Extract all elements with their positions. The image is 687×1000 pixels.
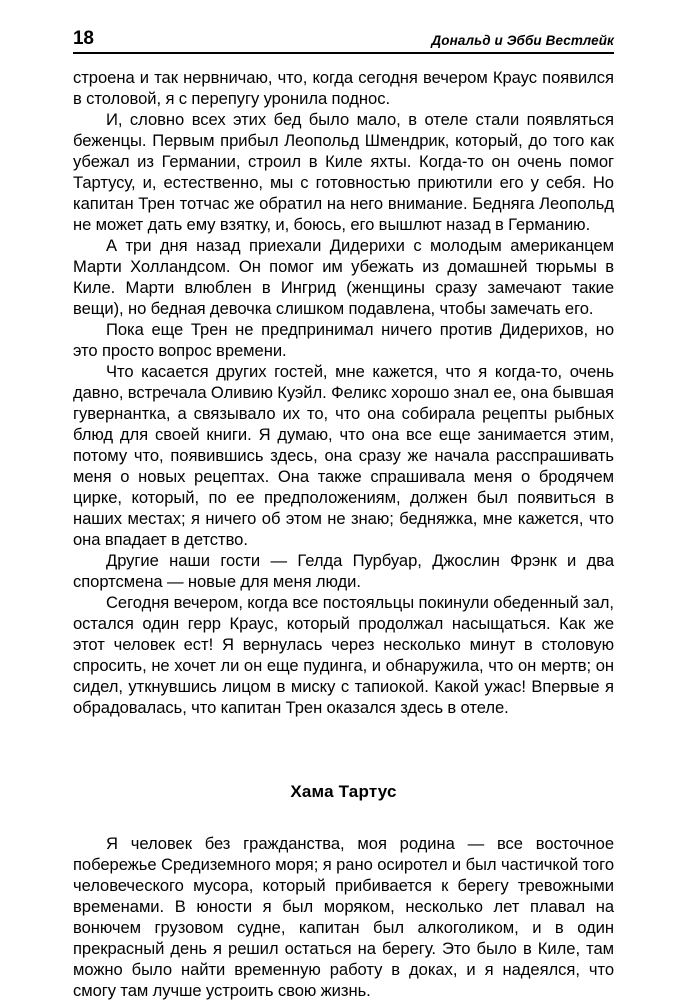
- running-head-title: Дональд и Эбби Вестлейк: [431, 32, 614, 48]
- paragraph: строена и так нервничаю, что, когда сегодня вечером Краус появился в столовой, я с перепугу уронила поднос.: [73, 68, 614, 108]
- page-number: 18: [73, 28, 94, 49]
- paragraph: И, словно всех этих бед было мало, в отеле стали появляться беженцы. Первым прибыл Леопольд Шмендрик, который, до того как убежал из Германии, строил в Киле яхты. Когда-то он очень помог Тартусу, и, естественно, мы с готовностью приютили его у себя. Но капитан Трен тотчас же обратил на него внимание. Бедняга Леопольд не может дать ему взятку, и, боюсь, его вышлют назад в Германию.: [73, 110, 614, 234]
- page-content-column: [73, 0, 614, 1000]
- section-heading: Хама Тартус: [290, 782, 397, 801]
- header-divider-rule: [73, 52, 614, 54]
- paragraph: Что касается других гостей, мне кажется, что я когда-то, очень давно, встречала Оливию Куэйл. Феликс хорошо знал ее, она бывшая гувернантка, а связывало их то, что она собирала рецепты рыбных блюд для своей книги. Я думаю, что она все еще занимается этим, потому что, появившись здесь, она сразу же начала расспрашивать меня о новых рецептах. Она также спрашивала меня о бродячем цирке, который, по ее предположениям, должен был появиться в наших местах; я ничего об этом не знаю; бедняжка, мне кажется, что она впадает в детство.: [73, 362, 614, 549]
- paragraph: Я человек без гражданства, моя родина — все восточное побережье Средиземного моря; я рано осиротел и был частичкой того человеческого мусора, который прибивается к берегу тревожными временами. В юности я был моряком, несколько лет плавал на вонючем грузовом судне, капитан был алкоголиком, и в один прекрасный день я решил остаться на берегу. Это было в Киле, там можно было найти временную работу в доках, и я надеялся, что смогу там лучше устроить свою жизнь.: [73, 834, 614, 1000]
- body-text-block: [73, 67, 614, 718]
- running-head: [73, 0, 614, 48]
- paragraph: Пока еще Трен не предпринимал ничего против Дидерихов, но это просто вопрос времени.: [73, 320, 614, 360]
- paragraph: Сегодня вечером, когда все постояльцы покинули обеденный зал, остался один герр Краус, который продолжал насыщаться. Как же этот человек ест! Я вернулась через несколько минут в столовую спросить, не хочет ли он еще пудинга, и обнаружила, что он мертв; он сидел, уткнувшись лицом в миску с тапиокой. Какой ужас! Впервые я обрадовалась, что капитан Трен оказался здесь в отеле.: [73, 593, 614, 717]
- paragraph: Другие наши гости — Гелда Пурбуар, Джослин Фрэнк и два спортсмена — новые для меня люди.: [73, 551, 614, 591]
- paragraph: А три дня назад приехали Дидерихи с молодым американцем Марти Холландсом. Он помог им убежать из домашней тюрьмы в Киле. Марти влюблен в Ингрид (женщины сразу замечают такие вещи), но бедная девочка слишком подавлена, чтобы замечать его.: [73, 236, 614, 318]
- section-body-text-block: [73, 833, 614, 1000]
